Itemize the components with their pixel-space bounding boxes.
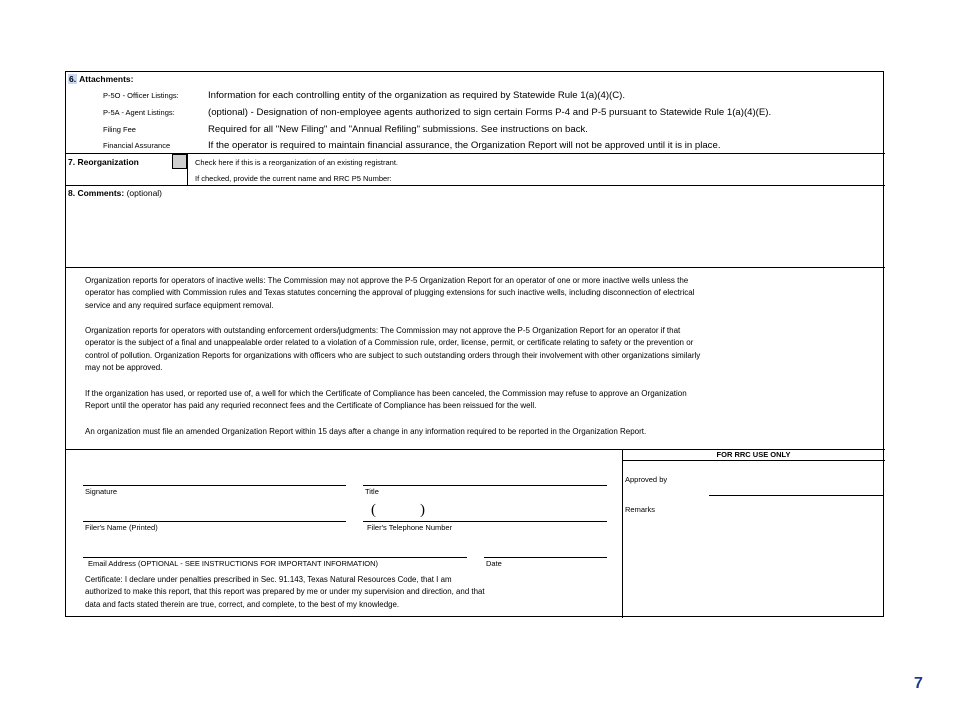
notice-line: operator is the subject of a final and unappealable order related to a violation of a Commission rule, order, license, permit, or certificate relating to safety or the prevention or <box>85 338 694 348</box>
email-line[interactable] <box>83 557 467 558</box>
certificate-line: authorized to make this report, that this report was prepared by me or under my supervision and direction, and that <box>85 587 485 597</box>
phone-close-paren: ) <box>420 502 425 518</box>
notice-line: If the organization has used, or reported use of, a well for which the Certificate of Compliance has been canceled, the Commission may refuse to approve an Organization <box>85 389 687 398</box>
notice-line: control of pollution. Organization Reports for organizations with officers who are subject to such outstanding orders through their involvement with other organizations similarly <box>85 350 701 360</box>
notice-line: Organization reports for operators with outstanding enforcement orders/judgments: The Commission may not approve the P-5 Organization Report for an operator if that <box>85 326 681 335</box>
section8-optional: (optional) <box>124 188 163 198</box>
notice-line: An organization must file an amended Organization Report within 15 days after a change in any information required to be reported in the Organization Report. <box>85 427 647 436</box>
phone-label: Filer's Telephone Number <box>367 523 453 532</box>
attachment-label-filing-fee: Filing Fee <box>103 125 136 134</box>
phone-open-paren: ( <box>371 502 376 518</box>
comments-area[interactable] <box>66 199 885 266</box>
certificate-statement <box>85 574 615 611</box>
section8-title <box>68 189 162 198</box>
title-line[interactable] <box>363 485 607 486</box>
rrc-header-divider <box>622 460 885 461</box>
page-number: 7 <box>914 675 923 692</box>
notice-line: Report until the operator has paid any requried reconnect fees and the Certificate of Compliance has been reissued for the well. <box>85 401 537 411</box>
reorganization-check-text: Check here if this is a reorganization of an existing registrant. <box>195 158 399 167</box>
filer-name-label: Filer's Name (Printed) <box>85 523 158 532</box>
attachment-text-agent: (optional) - Designation of non-employee agents authorized to sign certain Forms P-4 and P-5 pursuant to Statewide Rule 1(a)(4)(E). <box>208 107 772 118</box>
attachment-label-agent: P-5A - Agent Listings: <box>103 108 175 117</box>
approved-by-label: Approved by <box>625 475 668 484</box>
organization-report-form <box>65 71 884 617</box>
notice-line: operator has complied with Commission rules and Texas statutes concerning the approval of plugging extensions for such inactive wells, including disconnection of electrical <box>85 288 695 298</box>
section6-number: 6. <box>69 74 77 84</box>
attachment-label-officer: P-5O - Officer Listings: <box>103 91 179 100</box>
signature-label: Signature <box>85 487 118 496</box>
notice-line: may not be approved. <box>85 363 163 373</box>
date-label: Date <box>486 559 502 568</box>
notice-line: service and any required surface equipment removal. <box>85 300 274 310</box>
certificate-line: data and facts stated therein are true, correct, and complete, to the best of my knowledge. <box>85 599 400 609</box>
divider-section8 <box>66 185 885 186</box>
notice-inactive-wells <box>85 275 865 312</box>
email-label: Email Address (OPTIONAL - SEE INSTRUCTIONS FOR IMPORTANT INFORMATION) <box>88 559 379 568</box>
title-label: Title <box>365 487 379 496</box>
divider-section7 <box>66 153 885 154</box>
section6-heading: Attachments: <box>77 74 134 84</box>
phone-line[interactable] <box>363 521 607 522</box>
remarks-label: Remarks <box>625 505 656 514</box>
rrc-use-header: FOR RRC USE ONLY <box>716 450 791 459</box>
divider-notices <box>66 267 885 268</box>
attachment-text-officer: Information for each controlling entity of the organization as required by Statewide Rule 1(a)(4)(C). <box>208 90 626 101</box>
approved-by-line[interactable] <box>709 495 884 496</box>
notice-certificate-of-compliance <box>85 388 865 413</box>
certificate-line: Certificate: I declare under penalties prescribed in Sec. 91.143, Texas Natural Resources Code, that I am <box>85 575 452 584</box>
section7-title: 7. Reorganization <box>68 157 139 167</box>
date-line[interactable] <box>484 557 607 558</box>
notice-line: Organization reports for operators of inactive wells: The Commission may not approve the P-5 Organization Report for an operator of one or more inactive wells unless the <box>85 276 689 285</box>
reorganization-checkbox[interactable] <box>172 154 187 169</box>
attachment-text-filing-fee: Required for all "New Filing" and "Annual Refiling" submissions. See instructions on back. <box>208 124 588 135</box>
attachment-text-financial-assurance: If the operator is required to maintain financial assurance, the Organization Report will not be approved until it is in place. <box>208 140 721 151</box>
attachment-label-financial-assurance: Financial Assurance <box>103 141 171 150</box>
reorganization-if-checked-text: If checked, provide the current name and RRC P5 Number: <box>195 174 392 183</box>
section6-title <box>68 75 133 84</box>
filer-name-line[interactable] <box>83 521 346 522</box>
notice-amended-report <box>85 426 865 438</box>
section7-box-divider <box>187 153 188 185</box>
rrc-column-divider <box>622 449 623 618</box>
section8-heading: 8. Comments: <box>68 188 125 198</box>
notice-enforcement-orders <box>85 325 865 375</box>
signature-line[interactable] <box>83 485 346 486</box>
